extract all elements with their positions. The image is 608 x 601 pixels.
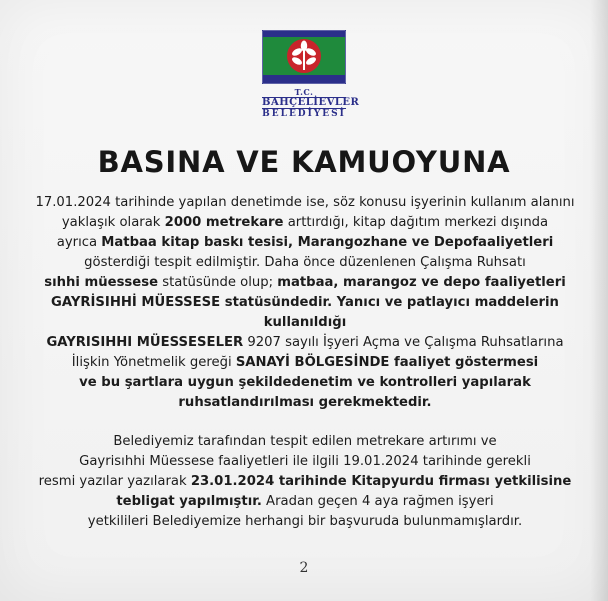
text-segment: gösterdiği tespit edilmiştir. Daha önce düzenlenen Çalışma Ruhsatı bbox=[84, 255, 526, 270]
text-segment: Aradan geçen 4 aya rağmen işyeri bbox=[261, 494, 494, 509]
bold-text-segment: GAYRISIHHI MÜESSESELER bbox=[46, 335, 244, 350]
text-segment: Belediyemiz tarafından tespit edilen metrekare artırımı ve bbox=[113, 434, 497, 449]
bold-text-segment: SANAYİ BÖLGESİNDE faaliyet göstermesi bbox=[235, 355, 539, 370]
text-segment: İlişkin Yönetmelik gereği bbox=[71, 355, 236, 370]
text-segment: 17.01.2024 tarihinde yapılan denetimde ise, söz konusu işyerinin kullanım alanını bbox=[35, 195, 575, 210]
text-line bbox=[14, 432, 596, 452]
text-line bbox=[14, 353, 596, 373]
text-segment: arttırdığı, kitap dağıtım merkezi dışında bbox=[283, 215, 549, 230]
text-line bbox=[14, 273, 596, 293]
text-line bbox=[14, 213, 596, 233]
logo-tc-text: T.C. bbox=[294, 87, 314, 97]
text-line bbox=[14, 193, 596, 213]
bold-text-segment: 2000 metrekare bbox=[164, 215, 284, 230]
text-segment: yaklaşık olarak bbox=[61, 215, 165, 230]
page-title: BASINA VE KAMUOYUNA bbox=[97, 145, 511, 179]
text-line bbox=[14, 512, 596, 532]
bold-text-segment: sıhhi müessese bbox=[44, 275, 159, 290]
text-line bbox=[14, 293, 596, 333]
text-segment: yetkilileri Belediyemize herhangi bir başvuruda bulunmamışlardır. bbox=[87, 514, 523, 529]
bold-text-segment: matbaa, marangoz ve depo faaliyetleri bbox=[277, 275, 566, 290]
municipality-emblem-icon bbox=[262, 30, 346, 84]
paragraph-gap bbox=[14, 413, 596, 432]
text-segment: Gayrisıhhi Müessese faaliyetleri ile ilgili 19.01.2024 tarihinde gerekli bbox=[79, 454, 531, 469]
text-line bbox=[14, 452, 596, 472]
text-line bbox=[14, 253, 596, 273]
bold-text-segment: tebligat yapılmıştır. bbox=[116, 494, 262, 509]
bold-text-segment: GAYRİSIHHİ MÜESSESE statüsündedir. Yanıcı ve patlayıcı maddelerin kullanıldığı bbox=[51, 295, 559, 330]
text-line bbox=[14, 233, 596, 253]
text-segment: 9207 sayılı İşyeri Açma ve Çalışma Ruhsatlarına bbox=[243, 335, 564, 350]
text-line bbox=[14, 393, 596, 413]
text-line bbox=[14, 373, 596, 393]
text-segment: resmi yazılar yazılarak bbox=[38, 474, 191, 489]
text-segment: statüsünde olup; bbox=[158, 275, 278, 290]
text-line bbox=[14, 333, 596, 353]
municipality-logo bbox=[262, 30, 360, 119]
paragraph-1 bbox=[14, 193, 596, 413]
paragraph-2 bbox=[14, 432, 596, 532]
bold-text-segment: Matbaa kitap baskı tesisi, Marangozhane ve Depofaaliyetleri bbox=[101, 235, 554, 250]
text-segment: ayrıca bbox=[56, 235, 102, 250]
document-body bbox=[14, 193, 596, 532]
page-number: 2 bbox=[299, 560, 309, 576]
bold-text-segment: 23.01.2024 tarihinde Kitapyurdu firması yetkilisine bbox=[190, 474, 572, 489]
logo-sub-text: BELEDİYESİ bbox=[262, 109, 346, 119]
text-line bbox=[14, 492, 596, 512]
bold-text-segment: ruhsatlandırılması gerekmektedir. bbox=[178, 395, 432, 410]
bold-text-segment: ve bu şartlara uygun şekildedenetim ve kontrolleri yapılarak bbox=[79, 375, 531, 390]
logo-name-text: BAHÇELİEVLER bbox=[262, 97, 360, 108]
text-line bbox=[14, 472, 596, 492]
